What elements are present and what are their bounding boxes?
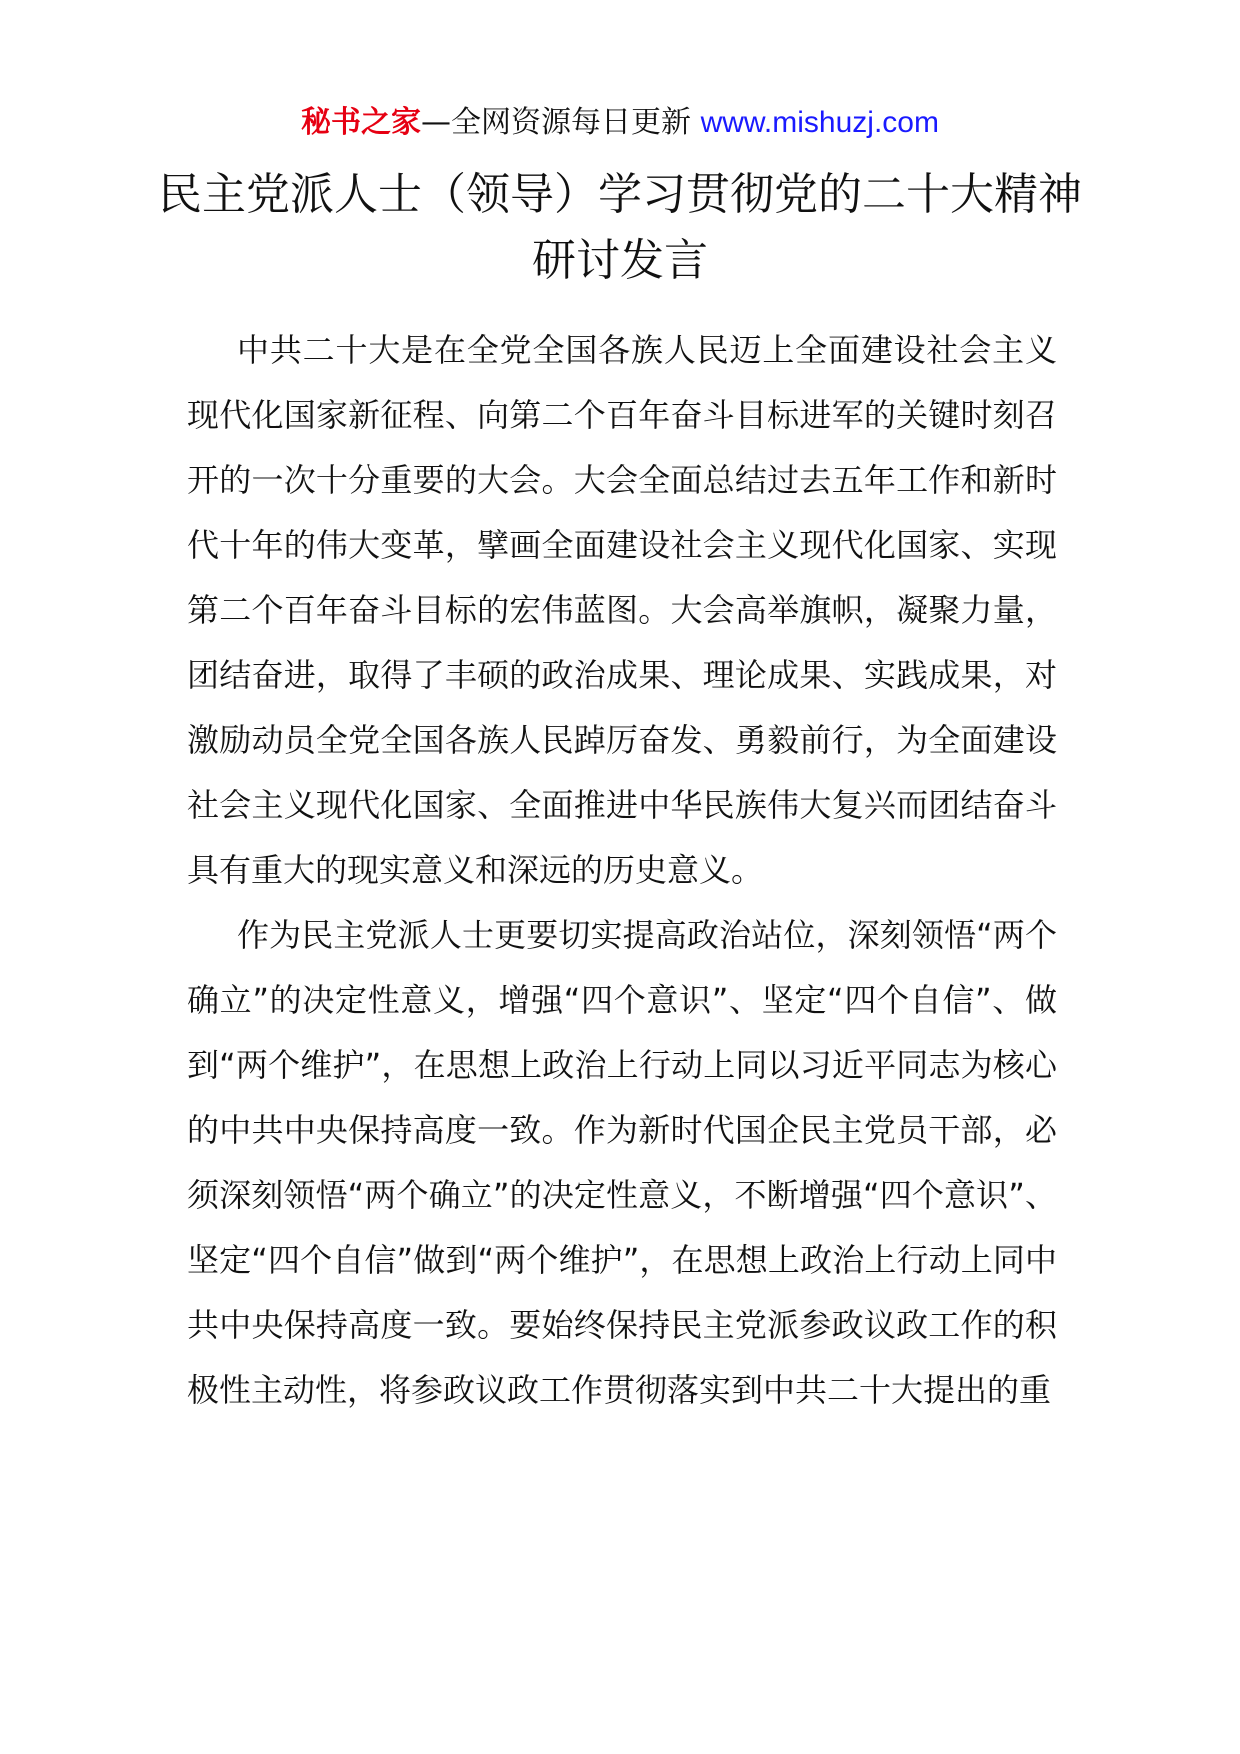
site-header [0, 103, 1240, 143]
paragraph-2: 作为民主党派人士更要切实提高政治站位，深刻领悟“两个确立”的决定性意义，增强“四个意识”、坚定“四个自信”、做到“两个维护”，在思想上政治上行动上同以习近平同志为核心的中共中央保持高度一致。作为新时代国企民主党员干部，必须深刻领悟“两个确立”的决定性意义，不断增强“四个意识”、坚定“四个自信”做到“两个维护”，在思想上政治上行动上同中共中央保持高度一致。要始终保持民主党派参政议政工作的积极性主动性，将参政议政工作贯彻落实到中共二十大提出的重 [187, 916, 1057, 1409]
document-body [187, 318, 1057, 1423]
document-title: 民主党派人士（领导）学习贯彻党的二十大精神研讨发言 [158, 169, 1082, 286]
paragraph-1: 中共二十大是在全党全国各族人民迈上全面建设社会主义现代化国家新征程、向第二个百年奋斗目标进军的关键时刻召开的一次十分重要的大会。大会全面总结过去五年工作和新时代十年的伟大变革，擘画全面建设社会主义现代化国家、实现第二个百年奋斗目标的宏伟蓝图。大会高举旗帜，凝聚力量，团结奋进，取得了丰硕的政治成果、理论成果、实践成果，对激励动员全党全国各族人民踔厉奋发、勇毅前行，为全面建设社会主义现代化国家、全面推进中华民族伟大复兴而团结奋斗具有重大的现实意义和深远的历史意义。 [187, 331, 1057, 889]
site-url-link[interactable]: www.mishuzj.com [700, 106, 939, 139]
site-brand: 秘书之家 [301, 105, 422, 140]
site-tagline: —全网资源每日更新 [421, 105, 701, 140]
